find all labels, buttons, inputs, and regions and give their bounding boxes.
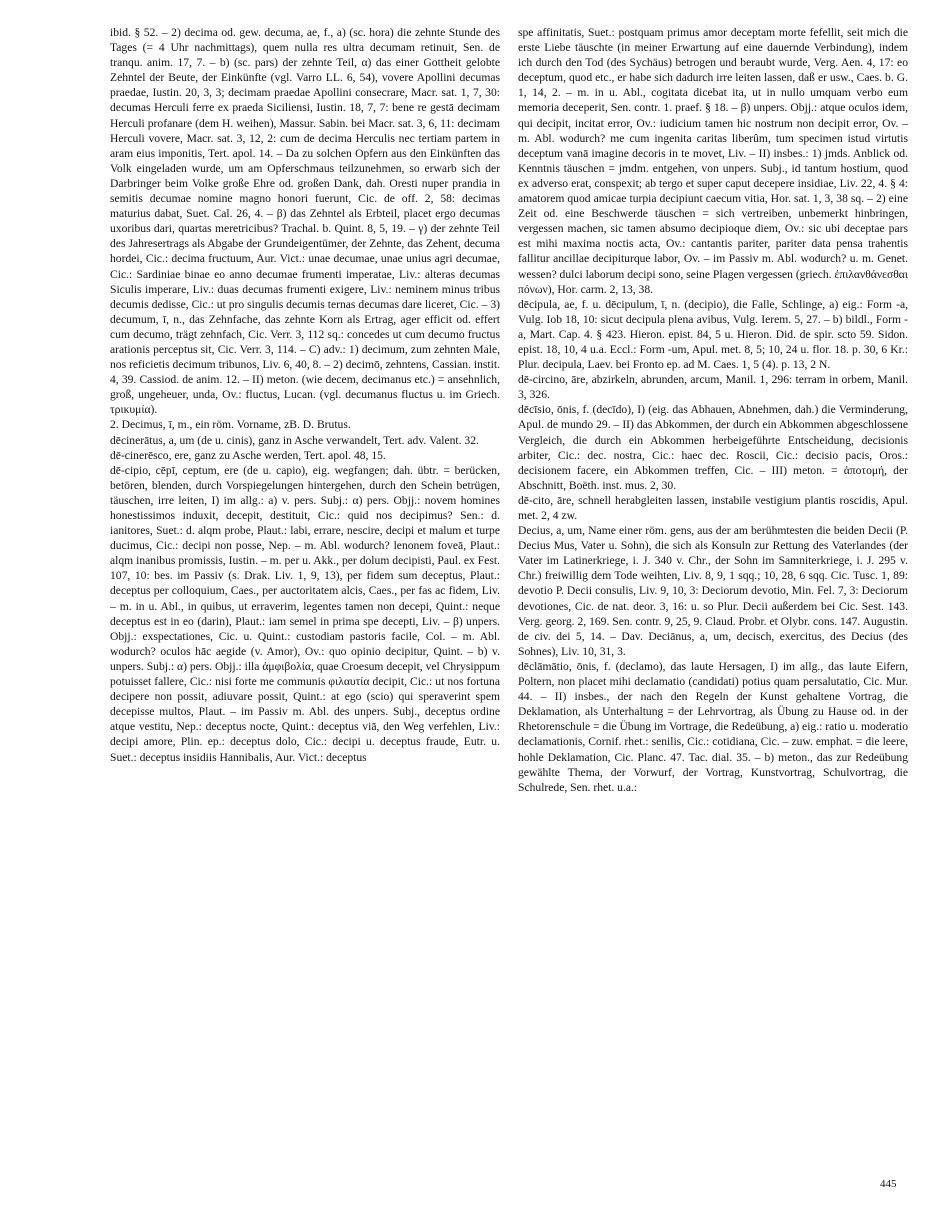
entry-declamatio: dēclāmātio, ōnis, f. (declamo), das laute Hersagen, I) im allg., das laute Eifern, Poltern, non placet mihi declamatio (candidati) potius quam persalutatio, Cic. Mur. 44. – II) insbes., der nach den Regeln der Kunst gehaltene Vortrag, die Deklamation, als Unterhaltung = der Lehrvortrag, als Übung zu Hause od. in der Rhetorenschule = die Übung im Vortrage, die Redeübung, a) eig.: ratio u. moderatio declamationis, Cornif. rhet.: senilis, Cic.: cotidiana, Cic. – zuw. emphat. = die leere, hohle Deklamation, Cic. Planc. 47. Tac. dial. 35. – b) meton., das zur Redeübung gewählte Thema, der Vorwurf, der Vortrag, Kunstvortrag, Schulvortrag, die Schulrede, Sen. rhet. u.a.: <box>518 659 908 794</box>
entry-decircino: dē-circino, āre, abzirkeln, abrunden, arcum, Manil. 1, 296: terram in orbem, Manil. 3, 326. <box>518 373 908 402</box>
entry-decito: dē-cito, āre, schnell herabgleiten lassen, instabile vestigium plantis roscidis, Apul. met. 2, 4 zw. <box>518 493 908 522</box>
entry-decisio: dēcīsio, ōnis, f. (decīdo), I) (eig. das Abhauen, Abnehmen, dah.) die Verminderung, Apul. de mundo 29. – II) das Abkommen, der durch ein Abkommen abgeschlossene Vergleich, die durch ein Abkommen herbeigeführte Entscheidung, decisionis arbiter, Cic.: dec. nostra, Cic.: haec dec. Roscii, Cic.: decisio pacis, Oros.: decisionem facere, ein Abkommen treffen, Cic. – III) meton. = ἀποτομή, der Abschnitt, Boëth. inst. mus. 2, 30. <box>518 403 908 492</box>
entry-decipula: dēcipula, ae, f. u. dēcipulum, ī, n. (decipio), die Falle, Schlinge, a) eig.: Form -a, Vulg. Iob 18, 10: sicut decipula plena avibus, Vulg. Ierem. 5, 27. – b) bildl., Form -a, Mart. Cap. 4. § 423. Hieron. epist. 84, 5 u. Hieron. Did. de spir. scto 59. Sidon. epist. 18, 10, 4 u.a. Eccl.: Form -um, Apul. met. 8, 5; 10, 24 u. flor. 18. p. 30, 6 Kr.: Plur. decipula, Laev. bei Fronto ep. ad M. Caes. 1, 5 (4). p. 13, 2 N. <box>518 297 908 372</box>
right-column <box>518 25 908 1170</box>
page-number: 445 <box>880 1178 897 1190</box>
entry-decipio: dē-cipio, cēpī, ceptum, ere (de u. capio), eig. wegfangen; dah. übtr. = berücken, betören, blenden, durch Vorspiegelungen hintergehen, durch den Schein betrügen, täuschen, irre leiten, I) im allg.: a) v. pers. Subj.: α) pers. Objj.: novem homines honestissimos induxit, decepit, destituit, Cic.: quid nos decipimus? Sen.: d. ianitores, Suet.: d. alqm probe, Plaut.: labi, errare, nescire, decipi et malum et turpe ducimus, Cic.: decipi non posse, Nep. – m. Abl. wodurch? lenonem foveā, Plaut.: alqm inanibus promissis, Iustin. – m. per u. Akk., per dolum decipisti, Paul. ex Fest. 107, 10: bes. im Passiv (s. Drak. Liv. 1, 9, 13), per fidem sum deceptus, Plaut.: deceptus per colloquium, Caes., per auctoritatem alcis, Caes., per fas ac fidem, Liv. – m. in u. Abl., in quibus, ut erraverim, legentes tamen non decepi, Quint.: neque deceptus est in eo (darin), Plaut.: iam semel in prima spe decepti, Liv. – β) unpers. Objj.: exspectationes, Cic. u. Quint.: custodiam pastoris facile, Col. – m. Abl. wodurch? oculos hāc aegide (v. Amor), Ov.: quo opinio decipitur, Quint. – b) v. unpers. Subj.: α) pers. Objj.: illa ἀμφιβολία, quae Croesum decepit, vel Chrysippum potuisset fallere, Cic.: nisi forte me communis φιλαυτία decipit, Cic.: ut nos fortuna decipere non possit, adiuvare possit, Quint.: at ego (scio) qui speraverint spem decepisse multos, Plaut. – im Passiv m. Abl. des unpers. Subj., deceptus ordine atque vestitu, Nep.: deceptus nocte, Quint.: deceptus viā, den Weg verfehlen, Liv.: decipi amore, Plin. ep.: deceptus dolo, Cic.: decipi u. deceptus fraude, Eutr. u. Suet.: deceptus insidiis Hannibalis, Aur. Vict.: deceptus <box>110 463 500 764</box>
entry-decipio-continued: spe affinitatis, Suet.: postquam primus amor deceptam morte fefellit, seit mich die erste Liebe täuschte (in meiner Erwartung auf eine dauernde Verbindung), indem ich durch den Tod (des Sychäus) betrogen und beraubt wurde, Verg. Aen. 4, 17: eo deceptum, quod etc., er habe sich dadurch irre leiten lassen, daß er usw., Caes. b. G. 1, 14, 2. – m. in u. Abl., cogitata dicebat ita, ut in nullo umquam verbo eum memoria deceperit, Sen. contr. 1. praef. § 18. – β) unpers. Objj.: atque oculos idem, qui decipit, incitat error, Ov.: iudicium tamen hic nostrum non decipit error, Ov. – m. Abl. wodurch? me cum ingenita caritas liberûm, tum specimen istud virtutis deceptum vanā imagine decoris in te movet, Liv. – II) insbes.: 1) jmds. Anblick od. Kenntnis täuschen = jmdm. entgehen, von unpers. Subj., id tantum hostium, quod ex adverso erat, conspexit; ab tergo et super caput decepere insidiae, Liv. 22, 4. § 4: amatorem quod amicae turpia decipiunt caecum vitia, Hor. sat. 1, 3, 38 sq. – 2) eine Zeit od. eine Beschwerde täuschen = sich vertreiben, unbemerkt hinbringen, vergessen machen, sic tamen absumo decipioque diem, Ov.: sic ubi deceptae pars est mihi maxima noctis acta, Ov.: cantantis pariter, pariter data pensa trahentis fallitur ancillae decipiturque labor, Ov. – im Passiv m. Abl. wodurch? u. m. Genet. wessen? dulci laborum decipi sono, seine Plagen vergessen (griech. ἐπιλανθάνεσθαι πόνων), Hor. carm. 2, 13, 38. <box>518 26 908 296</box>
entry-decimus-adjective-continued: ibid. § 52. – 2) decima od. gew. decuma, ae, f., a) (sc. hora) die zehnte Stunde des Tages (= 4 Uhr nachmittags), quem nulla res ultra decumam retinuit, Sen. de tranqu. anim. 17, 7. – b) (sc. pars) der zehnte Teil, α) das einer Gottheit gelobte Zehntel der Beute, der Einkünfte (vgl. Varro LL. 6, 54), vovere Apollini decumas praedae, Iustin. 20, 3, 3; decimam praedae Apollini consecrare, Macr. sat. 1, 7, 30: decumas Herculi ferre ex praeda Siciliensi, Iustin. 18, 7, 7: bene re gestā decimam Herculi profanare (dem H. weihen), Massur. Sabin. bei Macr. sat. 3, 6, 11: decimam Herculi vovere, Macr. sat. 3, 12, 2: cum de decima Herculis nec tertiam partem in aram eius imponitis, Tert. apol. 14. – Da zu solchen Opfern aus den Einkünften das Volk eingeladen wurde, um am Opferschmaus teilzunehmen, so erwarb sich der Darbringer beim Volke große Ehre od. großen Dank, dah. Oresti nuper prandia in semitis decumae nomine magno honori fuerunt, Cic. de off. 2, 58: decimas maturius dabat, Suet. Cal. 26, 4. – β) das Zehntel als Erbteil, placet ergo decumas uxoribus dari, quartas meretricibus? Trachal. b. Quint. 8, 5, 19. – γ) der zehnte Teil des Jahresertrags als Abgabe der Grundeigentümer, der Zehnte, das Zehent, decuma hordei, Cic.: decima fructuum, Aur. Vict.: unae decumae, unae unius agri decumae, Cic.: Sardiniae binae eo anno decumae frumenti imperatae, Liv.: alteras decumas Siculis imperare, Liv.: duas decumas frumenti exigere, Liv.: neminem minus tribus decumis dedisse, Cic.: ut pro singulis decumis ternas decumas dare liceret, Cic. – 3) decumum, ī, n., das Zehnfache, das zehnte Korn als Ertrag, ager efficit od. effert cum decumo, trägt zehnfach, Cic. Verr. 3, 112 sq.: concedes ut cum decumo fructus arationis perceptus sit, Cic. Verr. 3, 114. – C) adv.: 1) decimum, zum zehnten Male, nos reficietis decimum tribunos, Liv. 6, 40, 8. – 2) decimō, zehntens, Cassian. instit. 4, 39. Cassiod. de anim. 12. – II) meton. (wie decem, decimanus etc.) = ansehnlich, groß, ungeheuer, unda, Ov.: fluctus, Lucan. (vgl. decumanus fluctus u. im Griech. τρικυμία). <box>110 26 500 417</box>
entry-decimus-praenomen: 2. Decimus, ī, m., ein röm. Vorname, zB. D. Brutus. <box>110 418 351 432</box>
left-column <box>110 25 500 1170</box>
entry-decineresco: dē-cinerēsco, ere, ganz zu Asche werden, Tert. apol. 48, 15. <box>110 448 386 462</box>
entry-decineratus: dēcinerātus, a, um (de u. cinis), ganz in Asche verwandelt, Tert. adv. Valent. 32. <box>110 433 479 447</box>
entry-decius: Decius, a, um, Name einer röm. gens, aus der am berühmtesten die beiden Decii (P. Decius Mus, Vater u. Sohn), die sich als Konsuln zur Rettung des Vaterlandes (der Vater im Latinerkriege, i. J. 340 v. Chr., der Sohn im Samniterkriege, i. J. 295 v. Chr.) freiwillig dem Tode weihten, Liv. 8, 9, 1 sqq.; 10, 28, 6 sqq. Cic. Tusc. 1, 89: devotio P. Decii consulis, Liv. 9, 10, 3: Deciorum devotio, Min. Fel. 7, 3: Deciorum devotiones, Cic. de nat. deor. 3, 16: u. so Plur. Decii außerdem bei Cic. Sest. 143. Verg. georg. 2, 169. Sen. contr. 9, 25, 9. Claud. Probr. et Olybr. cons. 147. Augustin. de civ. dei 5, 14. – Dav. Deciānus, a, um, decisch, exercitus, des Decius (des Sohnes), Liv. 10, 31, 3. <box>518 524 908 658</box>
